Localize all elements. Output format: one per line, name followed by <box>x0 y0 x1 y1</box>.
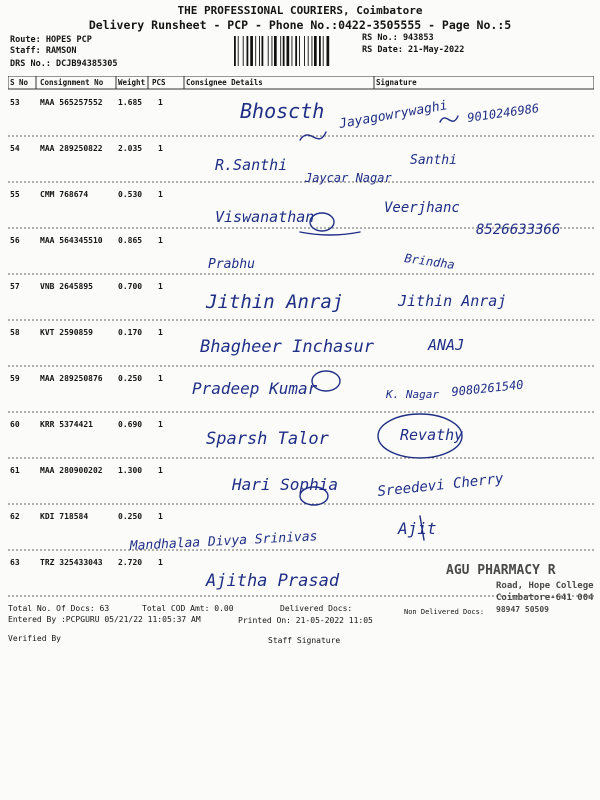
pharmacy-stamp <box>376 560 598 640</box>
r57-signature: Jithin Anraj <box>398 292 507 310</box>
r61-consignee-handwriting: Hari Sophia <box>232 475 338 494</box>
row-sno: 60 <box>10 420 20 429</box>
non-delivered-docs: Non Delivered Docs: <box>404 608 485 616</box>
row-weight: 1.300 <box>118 466 143 475</box>
row-pcs: 1 <box>158 328 163 337</box>
col-header-consignee: Consignee Details <box>186 78 263 87</box>
row-sno: 57 <box>10 282 20 291</box>
total-docs: Total No. Of Docs: 63 <box>8 604 110 613</box>
entered-by: Entered By :PCPGURU 05/21/22 11:05:37 AM <box>8 615 201 624</box>
r55-underline <box>300 232 360 235</box>
row-consignment-no: MAA 289250822 <box>40 144 103 153</box>
row-weight: 0.250 <box>118 512 143 521</box>
stamp-name: AGU PHARMACY R <box>446 563 556 578</box>
col-header-pcs: PCS <box>152 78 166 87</box>
row-consignment-no: MAA 565257552 <box>40 98 103 107</box>
row-weight: 0.690 <box>118 420 143 429</box>
company-title: THE PROFESSIONAL COURIERS, Coimbatore <box>177 4 423 17</box>
row-weight: 0.865 <box>118 236 143 245</box>
route-label: Route: HOPES PCP <box>10 35 92 45</box>
r54-signature: Santhi <box>410 153 457 168</box>
runsheet-subtitle: Delivery Runsheet - PCP - Phone No.:0422-3505555 - Page No.:5 <box>88 18 512 32</box>
r53-scribble <box>440 116 458 122</box>
row-pcs: 1 <box>158 512 163 521</box>
printed-on: Printed On: 21-05-2022 11:05 <box>238 616 373 625</box>
col-header-signature: Signature <box>376 78 417 87</box>
r54-address: Jaycar Nagar <box>305 171 392 185</box>
r53-consignee-handwriting: Bhoscth <box>240 99 325 123</box>
r58-signature: ANAJ <box>428 336 465 354</box>
r53-mark <box>300 132 326 140</box>
r60-consignee-handwriting: Sparsh Talor <box>206 429 329 449</box>
row-sno: 53 <box>10 98 20 107</box>
staff-signature-label: Staff Signature <box>268 636 341 645</box>
col-header-weight: Weight <box>118 78 146 87</box>
r58-consignee-handwriting: Bhagheer Inchasur <box>200 337 374 357</box>
row-sno: 63 <box>10 558 20 567</box>
row-consignment-no: KRR 5374421 <box>40 420 93 429</box>
stamp-address-2: Coimbatore-641 004 <box>496 593 594 603</box>
row-pcs: 1 <box>158 98 163 107</box>
r55-consignee-handwriting: Viswanathan <box>215 208 315 226</box>
r54-consignee-handwriting: R.Santhi <box>215 156 288 174</box>
total-cod: Total COD Amt: 0.00 <box>142 604 234 613</box>
r62-consignee-handwriting: Mandhalaa Divya Srinivas <box>129 529 318 554</box>
row-pcs: 1 <box>158 236 163 245</box>
row-weight: 2.720 <box>118 558 143 567</box>
row-pcs: 1 <box>158 558 163 567</box>
r55-signature: Veerjhanc <box>384 200 460 216</box>
r56-signature: Brindha <box>403 251 456 273</box>
row-weight: 1.685 <box>118 98 143 107</box>
row-consignment-no: MAA 289250876 <box>40 374 103 383</box>
r55-phone: 8526633366 <box>476 222 561 238</box>
row-pcs: 1 <box>158 466 163 475</box>
row-weight: 0.250 <box>118 374 143 383</box>
row-consignment-no: MAA 564345510 <box>40 236 103 245</box>
r59-consignee-handwriting: Pradeep Kumar <box>192 379 318 398</box>
col-header-sno: S No <box>10 78 29 87</box>
r63-consignee-handwriting: Ajitha Prasad <box>206 571 340 591</box>
stamp-address-1: Road, Hope College <box>496 581 594 591</box>
r59-phone: 9080261540 <box>450 377 525 399</box>
row-weight: 0.530 <box>118 190 143 199</box>
row-pcs: 1 <box>158 420 163 429</box>
delivered-docs: Delivered Docs: <box>280 604 353 613</box>
row-consignment-no: MAA 280900202 <box>40 466 103 475</box>
row-weight: 2.035 <box>118 144 143 153</box>
row-sno: 55 <box>10 190 20 199</box>
col-header-consignment: Consignment No <box>40 78 104 87</box>
row-consignment-no: VNB 2645895 <box>40 282 93 291</box>
row-sno: 54 <box>10 144 20 153</box>
row-consignment-no: KVT 2590859 <box>40 328 93 337</box>
stamp-phone: 98947 50509 <box>496 605 549 614</box>
row-pcs: 1 <box>158 374 163 383</box>
row-pcs: 1 <box>158 190 163 199</box>
row-sno: 58 <box>10 328 20 337</box>
row-consignment-no: KDI 718584 <box>40 512 89 521</box>
row-sno: 59 <box>10 374 20 383</box>
row-consignment-no: CMM 768674 <box>40 190 89 199</box>
row-weight: 0.170 <box>118 328 143 337</box>
r62-signature: Ajit <box>398 519 437 538</box>
r53-signature: Jayagowrywaghi <box>338 98 449 132</box>
r60-signature: Revathy <box>400 426 464 444</box>
row-pcs: 1 <box>158 144 163 153</box>
row-pcs: 1 <box>158 282 163 291</box>
r61-signature: Sreedevi Cherry <box>376 470 505 500</box>
r57-consignee-handwriting: Jithin Anraj <box>206 291 344 313</box>
rs-date: RS Date: 21-May-2022 <box>362 45 465 55</box>
staff-label: Staff: RAMSON <box>10 46 77 56</box>
row-consignment-no: TRZ 325433043 <box>40 558 103 567</box>
r56-consignee-handwriting: Prabhu <box>208 257 255 272</box>
row-weight: 0.700 <box>118 282 143 291</box>
drs-number: DRS No.: DCJB94385305 <box>10 59 118 69</box>
verified-by: Verified By <box>8 634 61 643</box>
rs-number: RS No.: 943853 <box>362 33 434 43</box>
r53-phone: 9010246986 <box>466 101 540 125</box>
row-sno: 61 <box>10 466 20 475</box>
row-sno: 56 <box>10 236 20 245</box>
row-sno: 62 <box>10 512 20 521</box>
r59-signature: K. Nagar <box>386 388 439 401</box>
